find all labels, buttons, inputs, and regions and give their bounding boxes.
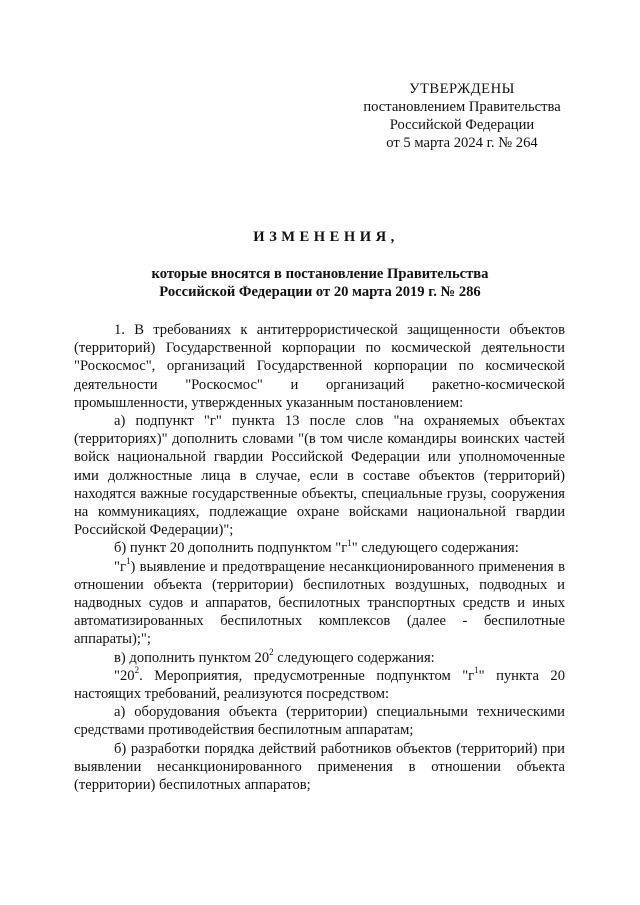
title-subtitle-line-2: Российской Федерации от 20 марта 2019 г. № 286 (159, 284, 481, 300)
title-subtitle-line-1: которые вносятся в постановление Правительства (151, 265, 489, 282)
paragraph-a-13: а) подпункт "г" пункта 13 после слов "на охраняемых объектах (территориях)" дополнить словами "(в том числе командиры воинских частей войск национальной гвардии Российской Федерации или уполномоченные ими должностные лица в случае, если в составе объектов (территорий) находятся важные государственные объекты, специальные грузы, сооружения на коммуникациях, подлежащие охране войсками национальной гвардии Российской Федерации)"; (74, 413, 565, 539)
paragraph-equipment: а) оборудования объекта (территории) специальными техническими средствами противодействия беспилотным аппаратам; (74, 704, 565, 739)
approval-line-3: от 5 марта 2024 г. № 264 (386, 135, 538, 151)
paragraph-20-2-text: "$20^2$. Мероприятия, предусмотренные подпунктом "$г^1$" пункта 20 настоящих требований, реализуются посредством: (74, 665, 565, 703)
title-main: ИЗМЕНЕНИЯ, (253, 229, 399, 245)
approval-line-2: Российской Федерации (389, 117, 535, 133)
paragraph-1: 1. В требованиях к антитеррористической защищенности объектов (территорий) Государственной корпорации по космической деятельности "Роскосмос", организаций Государственной корпорации по космической деятельности "Роскосмос" и организаций ракетно-космической промышленности, утвержденных указанным постановлением: (74, 322, 565, 411)
document-body (74, 321, 565, 794)
document-title (0, 228, 640, 302)
paragraph-procedure: б) разработки порядка действий работников объектов (территорий) при выявлении несанкционированного применения в отношении объекта (территории) беспилотных аппаратов; (74, 740, 565, 794)
paragraph-g1-text: "$г^1$) выявление и предотвращение несанкционированного применения в отношении объекта (территории) беспилотных воздушных, подводных и надводных судов и аппаратов, беспилотных транспортных средств и иных автоматизированных беспилотных комплексов (далее - беспилотные аппараты);"; (74, 555, 565, 648)
paragraph-b-20: б) пункт 20 дополнить подпунктом "$г^1$" следующего содержания: (114, 537, 519, 557)
approval-heading: УТВЕРЖДЕНЫ (409, 81, 515, 97)
approval-block (352, 80, 572, 152)
approval-line-1: постановлением Правительства (363, 99, 561, 115)
paragraph-v-20-2: в) дополнить пунктом $20^2$ следующего содержания: (114, 646, 435, 666)
